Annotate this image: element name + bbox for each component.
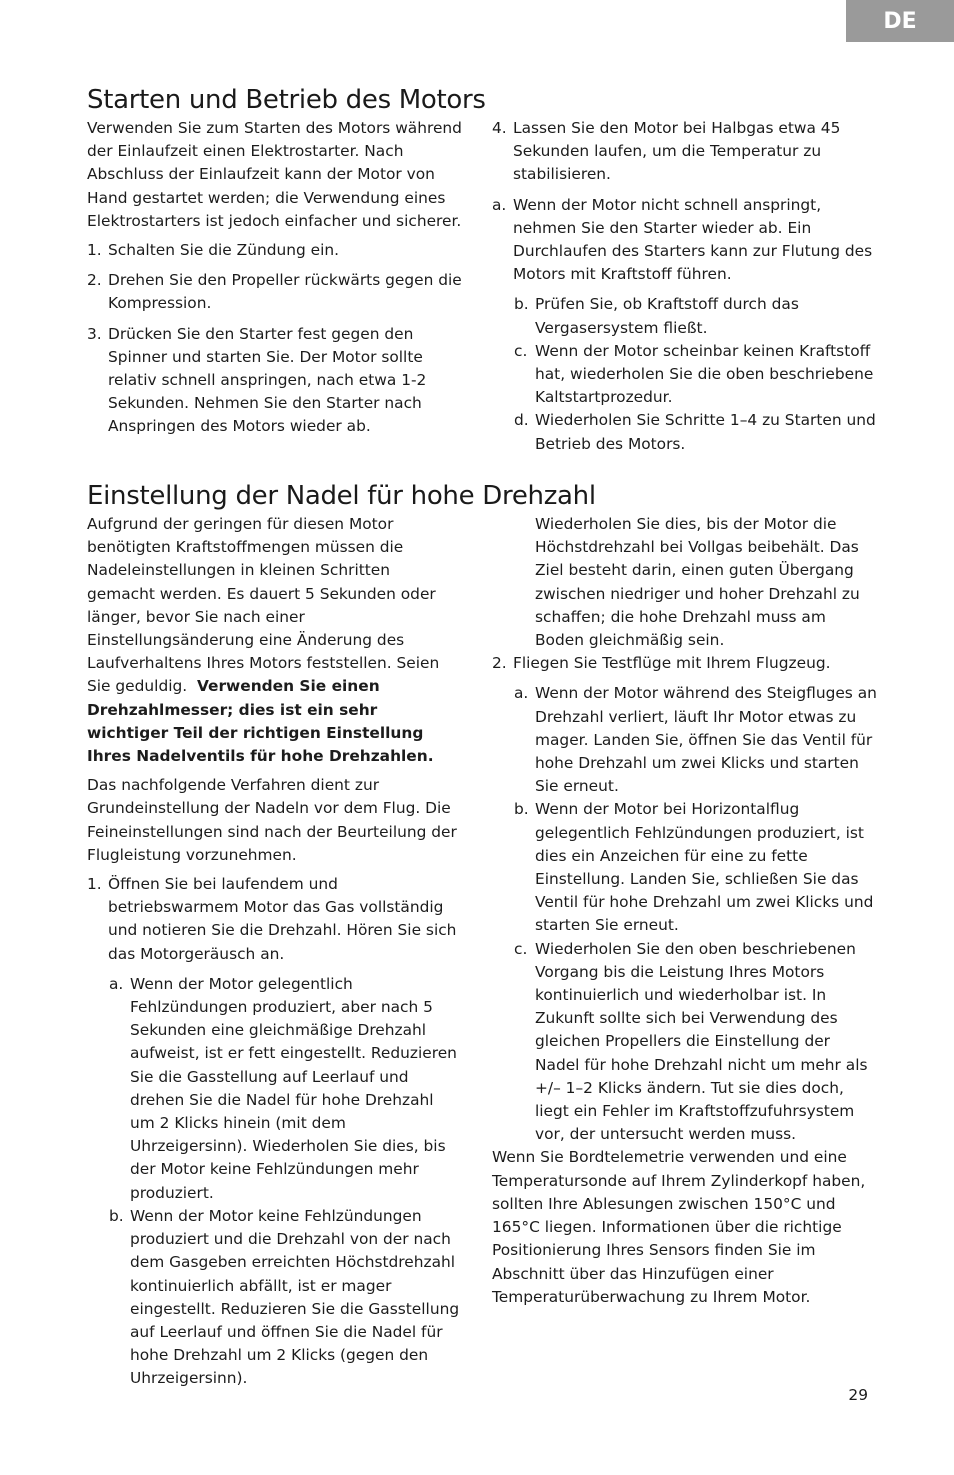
sub-text: Wenn der Motor keine Fehlzündungen produziert und die Drehzahl von der nach dem Gasgeben erreichten Höchstdrehzahl kontinuierlich abfällt, ist er mager eingestellt. Reduzieren Sie die Gasstellung auf Leerlauf und öffnen Sie die Nadel für hohe Drehzahl um 2 Klicks (gegen den Uhrzeigersinn). — [130, 1206, 460, 1388]
sub-list — [514, 293, 877, 455]
step-number: 4. — [492, 119, 507, 137]
step-item — [87, 323, 462, 439]
step-number: 2. — [87, 271, 102, 290]
left-column — [87, 117, 462, 456]
sub-text: Wiederholen Sie den oben beschriebenen Vorgang bis die Leistung Ihres Motors kontinuierlich und wiederholbar ist. In Zukunft sollte sich bei Verwendung des gleichen Propellers die Einstellung der Nadel für hohe Drehzahl nicht um mehr als +/– 1–2 Klicks ändern. Tut sie dies doch, liegt ein Fehler im Kraftstoffzufuhrsystem vor, der untersucht werden muss. — [535, 939, 868, 1144]
section-starting-engine — [87, 83, 877, 456]
step-text: Öffnen Sie bei laufendem und betriebswarmem Motor das Gas vollständig und notieren Sie die Drehzahl. Hören Sie sich das Motorgeräusch an. — [108, 875, 457, 963]
sub-list — [514, 682, 877, 1146]
sub-item — [514, 340, 877, 410]
step-text: Drücken Sie den Starter fest gegen den Spinner und starten Sie. Der Motor sollte relativ schnell anspringen, nach etwa 1-2 Sekunden. Nehmen Sie den Starter nach Anspringen des Motors wieder ab. — [108, 324, 427, 436]
intro-bold-text: Verwenden Sie einen Drehzahlmesser; dies ist ein sehr wichtiger Teil der richtigen Einstellung Ihres Nadelventils für hohe Drehzahlen. — [87, 677, 434, 766]
sub-item — [109, 1205, 462, 1391]
section-needle-adjustment — [87, 479, 877, 1391]
language-tab: DE — [846, 0, 954, 42]
step-item — [87, 239, 462, 262]
step-number: 2. — [492, 654, 507, 673]
step-item — [87, 873, 462, 966]
sub-item — [514, 682, 877, 798]
intro-text: Aufgrund der geringen für diesen Motor benötigten Kraftstoffmengen müssen die Nadeleinstellungen in kleinen Schritten gemacht werden. Es dauert 5 Sekunden oder länger, bevor Sie nach einer Einstellungsänderung eine Änderung des Laufverhaltens Ihres Motors feststellen. Seien Sie geduldig. — [87, 515, 440, 696]
step-text: Lassen Sie den Motor bei Halbgas etwa 45 Sekunden laufen, um die Temperatur zu stabilisieren. — [513, 119, 841, 184]
step-item — [492, 117, 877, 187]
step-number: 1. — [87, 241, 102, 260]
section-title-needle: Einstellung der Nadel für hohe Drehzahl — [87, 481, 596, 511]
sub-text: Wenn der Motor scheinbar keinen Kraftstoff hat, wiederholen Sie die oben beschriebene Kaltstartprozedur. — [535, 341, 874, 407]
step-text: Drehen Sie den Propeller rückwärts gegen die Kompression. — [108, 271, 462, 313]
step-number: 3. — [87, 324, 102, 343]
sub-item — [109, 973, 462, 1205]
step-text: Wenn der Motor nicht schnell anspringt, nehmen Sie den Starter wieder ab. Ein Durchlaufen des Starters kann zur Flutung des Motors mit Kraftstoff führen. — [513, 195, 873, 284]
sub-item — [514, 409, 877, 455]
sub-letter: a. — [109, 974, 124, 993]
step-item — [492, 194, 877, 287]
sub-letter: b. — [109, 1206, 124, 1225]
right-column — [492, 117, 877, 456]
step-text: Schalten Sie die Zündung ein. — [108, 241, 340, 260]
intro-paragraph: Verwenden Sie zum Starten des Motors während der Einlaufzeit einen Elektrostarter. Nach Abschluss der Einlaufzeit kann der Motor von Hand gestartet werden; die Verwendung eines Elektrostarters ist jedoch einfacher und sicherer. — [87, 119, 462, 230]
sub-item — [514, 938, 877, 1147]
telemetry-paragraph: Wenn Sie Bordtelemetrie verwenden und eine Temperatursonde auf Ihrem Zylinderkopf haben, sollten Ihre Ablesungen zwischen 150°C und 165°C liegen. Informationen über die richtige Positionierung Ihres Sensors finden Sie im Abschnitt über das Hinzufügen einer Temperaturüberwachung zu Ihrem Motor. — [492, 1148, 866, 1306]
sub-letter: b. — [514, 800, 529, 819]
step-text: Fliegen Sie Testflüge mit Ihrem Flugzeug. — [513, 654, 831, 673]
sub-text: Prüfen Sie, ob Kraftstoff durch das Vergasersystem fließt. — [535, 295, 799, 337]
sub-text: Wenn der Motor während des Steigfluges an Drehzahl verliert, läuft Ihr Motor etwas zu mager. Landen Sie, öffnen Sie das Ventil für hohe Drehzahl um zwei Klicks und starten Sie erneut. — [535, 684, 877, 796]
page-number: 29 — [848, 1386, 868, 1404]
section-title-starting: Starten und Betrieb des Motors — [87, 85, 486, 115]
step-item — [87, 269, 462, 315]
sub-letter: a. — [514, 684, 529, 703]
sub-letter: d. — [514, 411, 529, 430]
sub-text: Wenn der Motor bei Horizontalflug gelegentlich Fehlzündungen produziert, ist dies ein Anzeichen für eine zu fette Einstellung. Landen Sie, schließen Sie das Ventil für hohe Drehzahl um zwei Klicks und starten Sie erneut. — [535, 800, 874, 935]
step-number: 1. — [87, 875, 102, 894]
sub-letter: b. — [514, 295, 529, 314]
step-item — [492, 652, 877, 675]
sub-letter: c. — [514, 341, 528, 360]
left-column — [87, 513, 462, 1391]
sub-item — [514, 293, 877, 339]
sub-letter: c. — [514, 939, 528, 958]
right-column — [492, 513, 877, 1391]
step-letter: a. — [492, 195, 507, 214]
sub-text: Wiederholen Sie Schritte 1–4 zu Starten und Betrieb des Motors. — [535, 411, 876, 453]
sub-text-continued: Wiederholen Sie dies, bis der Motor die Höchstdrehzahl bei Vollgas beibehält. Das Ziel besteht darin, einen guten Übergang zwischen niedriger und hoher Drehzahl zu schaffen; die hohe Drehzahl muss am Boden gleichmäßig sein. — [535, 515, 860, 650]
procedure-paragraph: Das nachfolgende Verfahren dient zur Grundeinstellung der Nadeln vor dem Flug. Die Feineinstellungen sind nach der Beurteilung der Flugleistung vorzunehmen. — [87, 776, 457, 864]
sub-item — [514, 798, 877, 937]
intro-paragraph — [87, 513, 462, 768]
sub-text: Wenn der Motor gelegentlich Fehlzündungen produziert, aber nach 5 Sekunden eine gleichmäßige Drehzahl aufweist, ist er fett eingestellt. Reduzieren Sie die Gasstellung auf Leerlauf und drehen Sie die Nadel für hohe Drehzahl um 2 Klicks hinein (mit dem Uhrzeigersinn). Wiederholen Sie dies, bis der Motor keine Fehlzündungen mehr produziert. — [130, 974, 457, 1202]
sub-list — [109, 973, 462, 1391]
